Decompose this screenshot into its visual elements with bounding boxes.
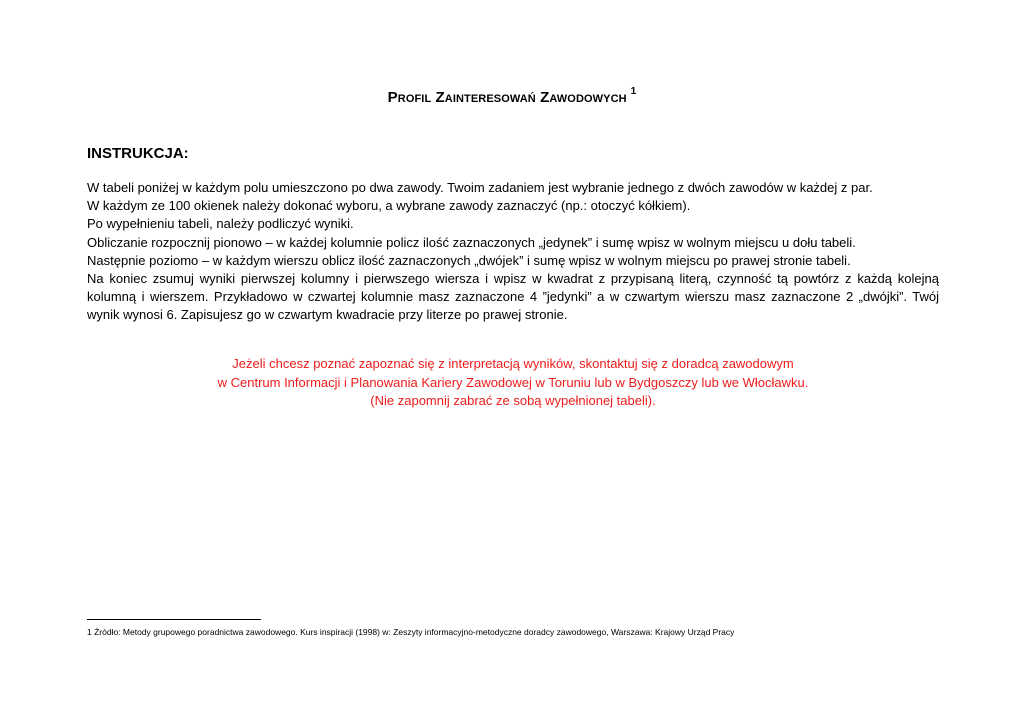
instruction-paragraph-4: Obliczanie rozpocznij pionowo – w każdej kolumnie policz ilość zaznaczonych „jedynek” i sumę wpisz w wolnym miejscu u dołu tabeli. <box>87 234 856 250</box>
instruction-paragraph-6: Na koniec zsumuj wyniki pierwszej kolumny i pierwszego wiersza i wpisz w kwadrat z przypisaną literą, czynność tą powtórz z każdą kolejną kolumną i wierszem. Przykładowo w czwartej kolumnie masz zaznaczone 4 ”jedynki” a w czwartym wierszu masz zaznaczone 2 „dwójki”. Twój wynik wynosi 6. Zapisujesz go w czwartym kwadracie przy literze po prawej stronie. <box>87 271 939 323</box>
note-line-3: (Nie zapomnij zabrać ze sobą wypełnionej tabeli). <box>370 393 656 408</box>
page-title <box>0 88 1024 106</box>
instruction-paragraph-3: Po wypełnieniu tabeli, należy podliczyć wyniki. <box>87 216 354 232</box>
instruction-heading: INSTRUKCJA: <box>87 145 189 162</box>
instruction-paragraph-1: W tabeli poniżej w każdym polu umieszczono po dwa zawody. Twoim zadaniem jest wybranie jednego z dwóch zawodów w każdej z par. <box>87 180 873 195</box>
title-text: Profil Zainteresowań Zawodowych <box>387 89 627 106</box>
footnote-separator <box>87 619 261 620</box>
note-line-1: Jeżeli chcesz poznać zapoznać się z interpretacją wyników, skontaktuj się z doradcą zawodowym <box>232 356 794 371</box>
instruction-body <box>87 179 939 325</box>
instruction-paragraph-2: W każdym ze 100 okienek należy dokonać wyboru, a wybrane zawody zaznaczyć (np.: otoczyć kółkiem). <box>87 198 691 214</box>
instruction-paragraph-5: Następnie poziomo – w każdym wierszu oblicz ilość zaznaczonych „dwójek” i sumę wpisz w wolnym miejscu po prawej stronie tabeli. <box>87 252 851 268</box>
footnote: 1 Źródło: Metody grupowego poradnictwa zawodowego. Kurs inspiracji (1998) w: Zeszyty informacyjno-metodyczne doradcy zawodowego, Warszawa: Krajowy Urząd Pracy <box>87 627 735 637</box>
note-line-2: w Centrum Informacji i Planowania Kariery Zawodowej w Toruniu lub w Bydgoszczy lub we Włocławku. <box>217 374 809 390</box>
title-footnote-ref: 1 <box>630 86 637 97</box>
interpretation-note <box>87 355 939 411</box>
